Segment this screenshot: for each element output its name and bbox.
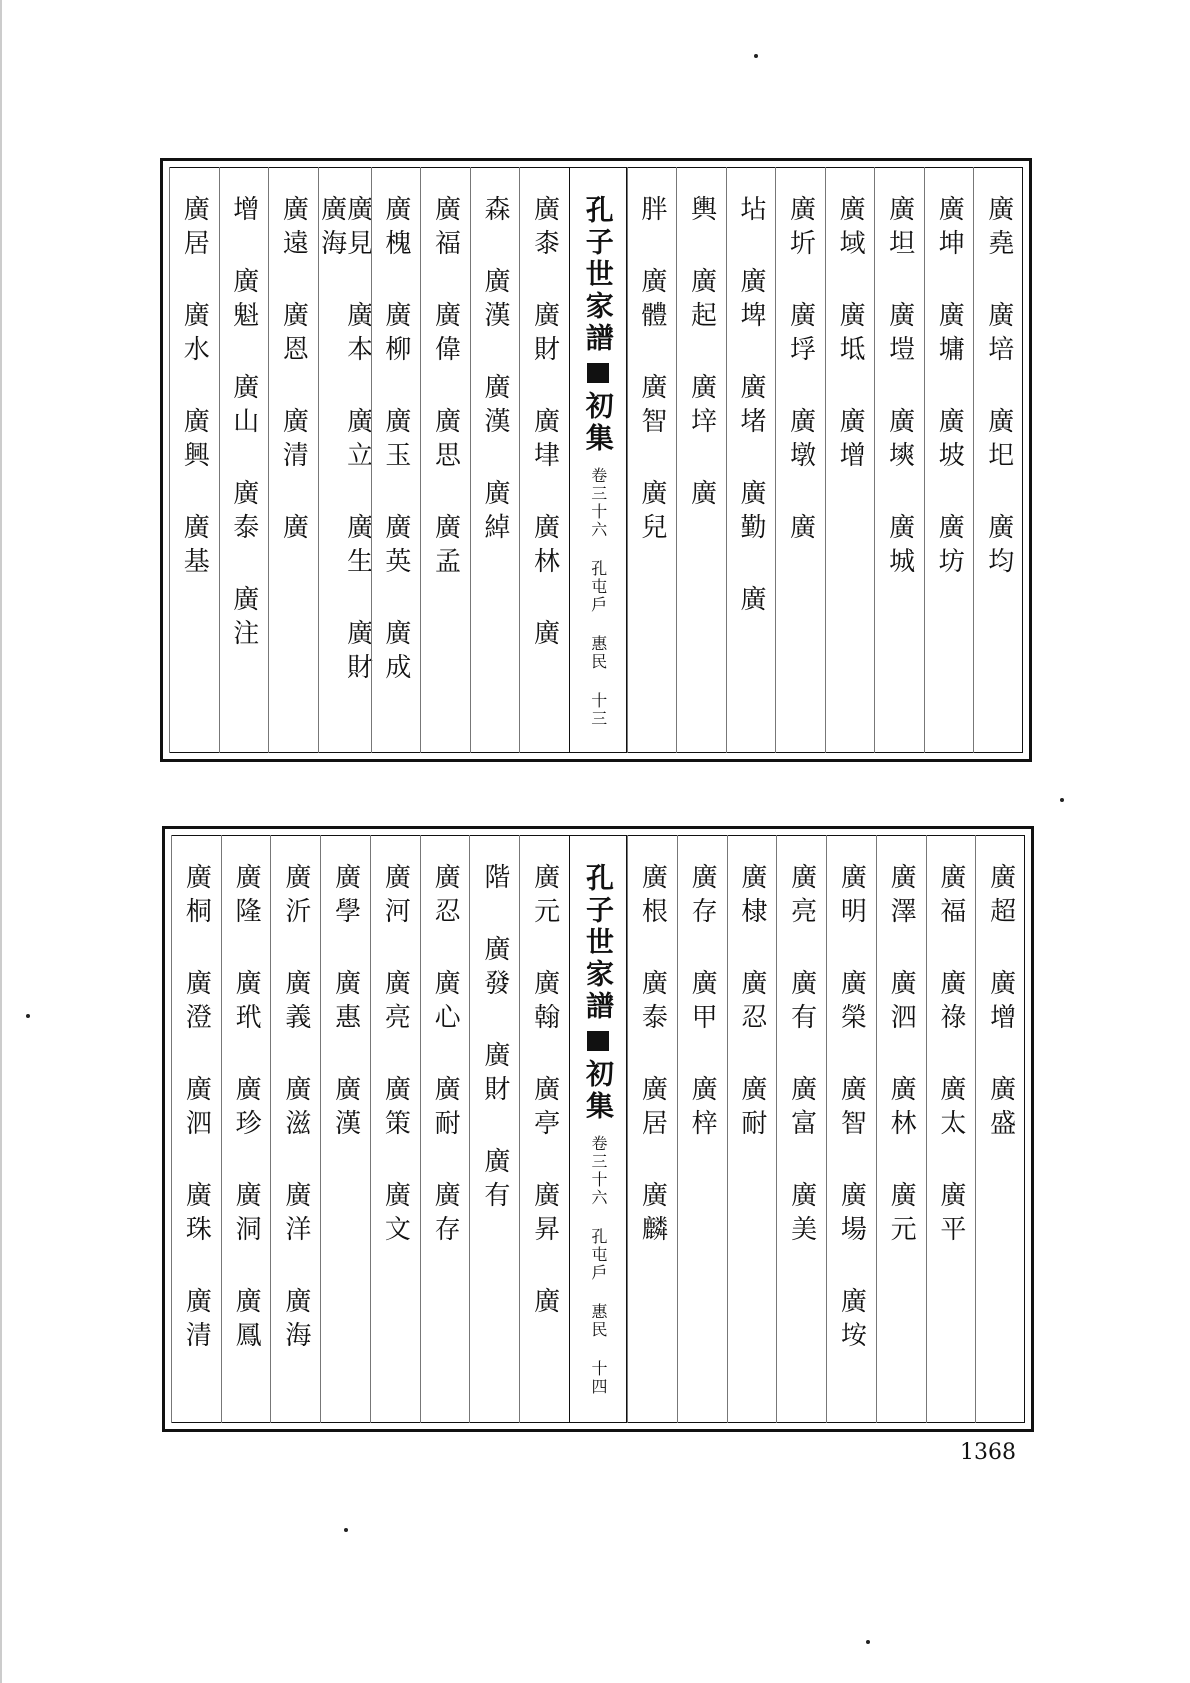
text-column: 坫 廣埤 廣堵 廣勤 廣 bbox=[726, 167, 776, 753]
spine-title: 孔子世家譜 bbox=[581, 863, 615, 1023]
text-column: 廣福 廣偉 廣思 廣孟 bbox=[420, 167, 470, 753]
text-column: 廣居 廣水 廣興 廣基 bbox=[169, 167, 219, 753]
page-number: 1368 bbox=[960, 1440, 1016, 1465]
text-column: 廣河 廣亮 廣策 廣文 bbox=[370, 835, 420, 1423]
text-column: 廣明 廣榮 廣智 廣場 廣垵 bbox=[826, 835, 876, 1423]
spine-subtitle: 卷三十六 孔屯戶 惠民 十四 bbox=[588, 1135, 608, 1396]
text-column: 廣見 廣本 廣立 廣生 廣財 廣海 bbox=[318, 167, 371, 753]
scan-speck bbox=[1060, 798, 1064, 802]
scan-speck bbox=[866, 1640, 870, 1644]
text-column: 廣福 廣祿 廣太 廣平 bbox=[926, 835, 976, 1423]
text-column: 廣存 廣甲 廣梓 bbox=[677, 835, 727, 1423]
text-column: 輿 廣起 廣垶 廣 bbox=[676, 167, 726, 753]
bottom-columns bbox=[171, 835, 1025, 1423]
top-columns bbox=[169, 167, 1023, 753]
text-column: 廣學 廣惠 廣漢 bbox=[320, 835, 370, 1423]
spine-title: 孔子世家譜 bbox=[581, 195, 615, 355]
text-column: 廣沂 廣義 廣滋 廣洋 廣海 bbox=[270, 835, 320, 1423]
book-spine bbox=[569, 167, 627, 753]
text-column: 廣棣 廣忍 廣耐 bbox=[727, 835, 777, 1423]
scan-edge bbox=[0, 0, 2, 1683]
text-column: 增 廣魁 廣山 廣泰 廣注 bbox=[219, 167, 269, 753]
spine-volume: 初集 bbox=[581, 391, 615, 455]
text-column: 廣桼 廣財 廣垏 廣林 廣 bbox=[519, 167, 569, 753]
text-column: 階 廣發 廣財 廣有 bbox=[469, 835, 519, 1423]
bottom-page bbox=[162, 826, 1034, 1432]
top-page bbox=[160, 158, 1032, 762]
text-column: 廣超 廣增 廣盛 bbox=[975, 835, 1025, 1423]
text-column: 廣域 廣坻 廣增 bbox=[825, 167, 875, 753]
text-column: 廣遠 廣恩 廣清 廣 bbox=[268, 167, 318, 753]
text-column: 胖 廣體 廣智 廣兒 bbox=[627, 167, 677, 753]
spine-mark bbox=[587, 363, 609, 383]
text-column: 廣澤 廣泗 廣林 廣元 bbox=[876, 835, 926, 1423]
book-spine bbox=[569, 835, 627, 1423]
text-column: 廣根 廣泰 廣居 廣麟 bbox=[627, 835, 677, 1423]
scan-speck bbox=[26, 1014, 30, 1018]
text-column: 廣忍 廣心 廣耐 廣存 bbox=[420, 835, 470, 1423]
text-column: 廣堯 廣培 廣圯 廣均 bbox=[973, 167, 1023, 753]
spine-volume: 初集 bbox=[581, 1059, 615, 1123]
text-column: 廣隆 廣玳 廣珍 廣洞 廣鳳 bbox=[221, 835, 271, 1423]
spine-mark bbox=[587, 1031, 609, 1051]
scan-speck bbox=[344, 1528, 348, 1532]
text-column: 廣槐 廣柳 廣玉 廣英 廣成 bbox=[371, 167, 421, 753]
text-column: 廣圻 廣垺 廣墩 廣 bbox=[775, 167, 825, 753]
text-column: 廣坦 廣塏 廣塽 廣城 bbox=[874, 167, 924, 753]
text-column: 森 廣漢 廣漢 廣綽 bbox=[470, 167, 520, 753]
scan-speck bbox=[754, 54, 758, 58]
text-column: 廣坤 廣墉 廣坡 廣坊 bbox=[924, 167, 974, 753]
text-column: 廣桐 廣澄 廣泗 廣珠 廣清 bbox=[171, 835, 221, 1423]
text-column: 廣元 廣翰 廣亭 廣昇 廣 bbox=[519, 835, 569, 1423]
text-column: 廣亮 廣有 廣富 廣美 bbox=[776, 835, 826, 1423]
spine-subtitle: 卷三十六 孔屯戶 惠民 十三 bbox=[588, 467, 608, 728]
